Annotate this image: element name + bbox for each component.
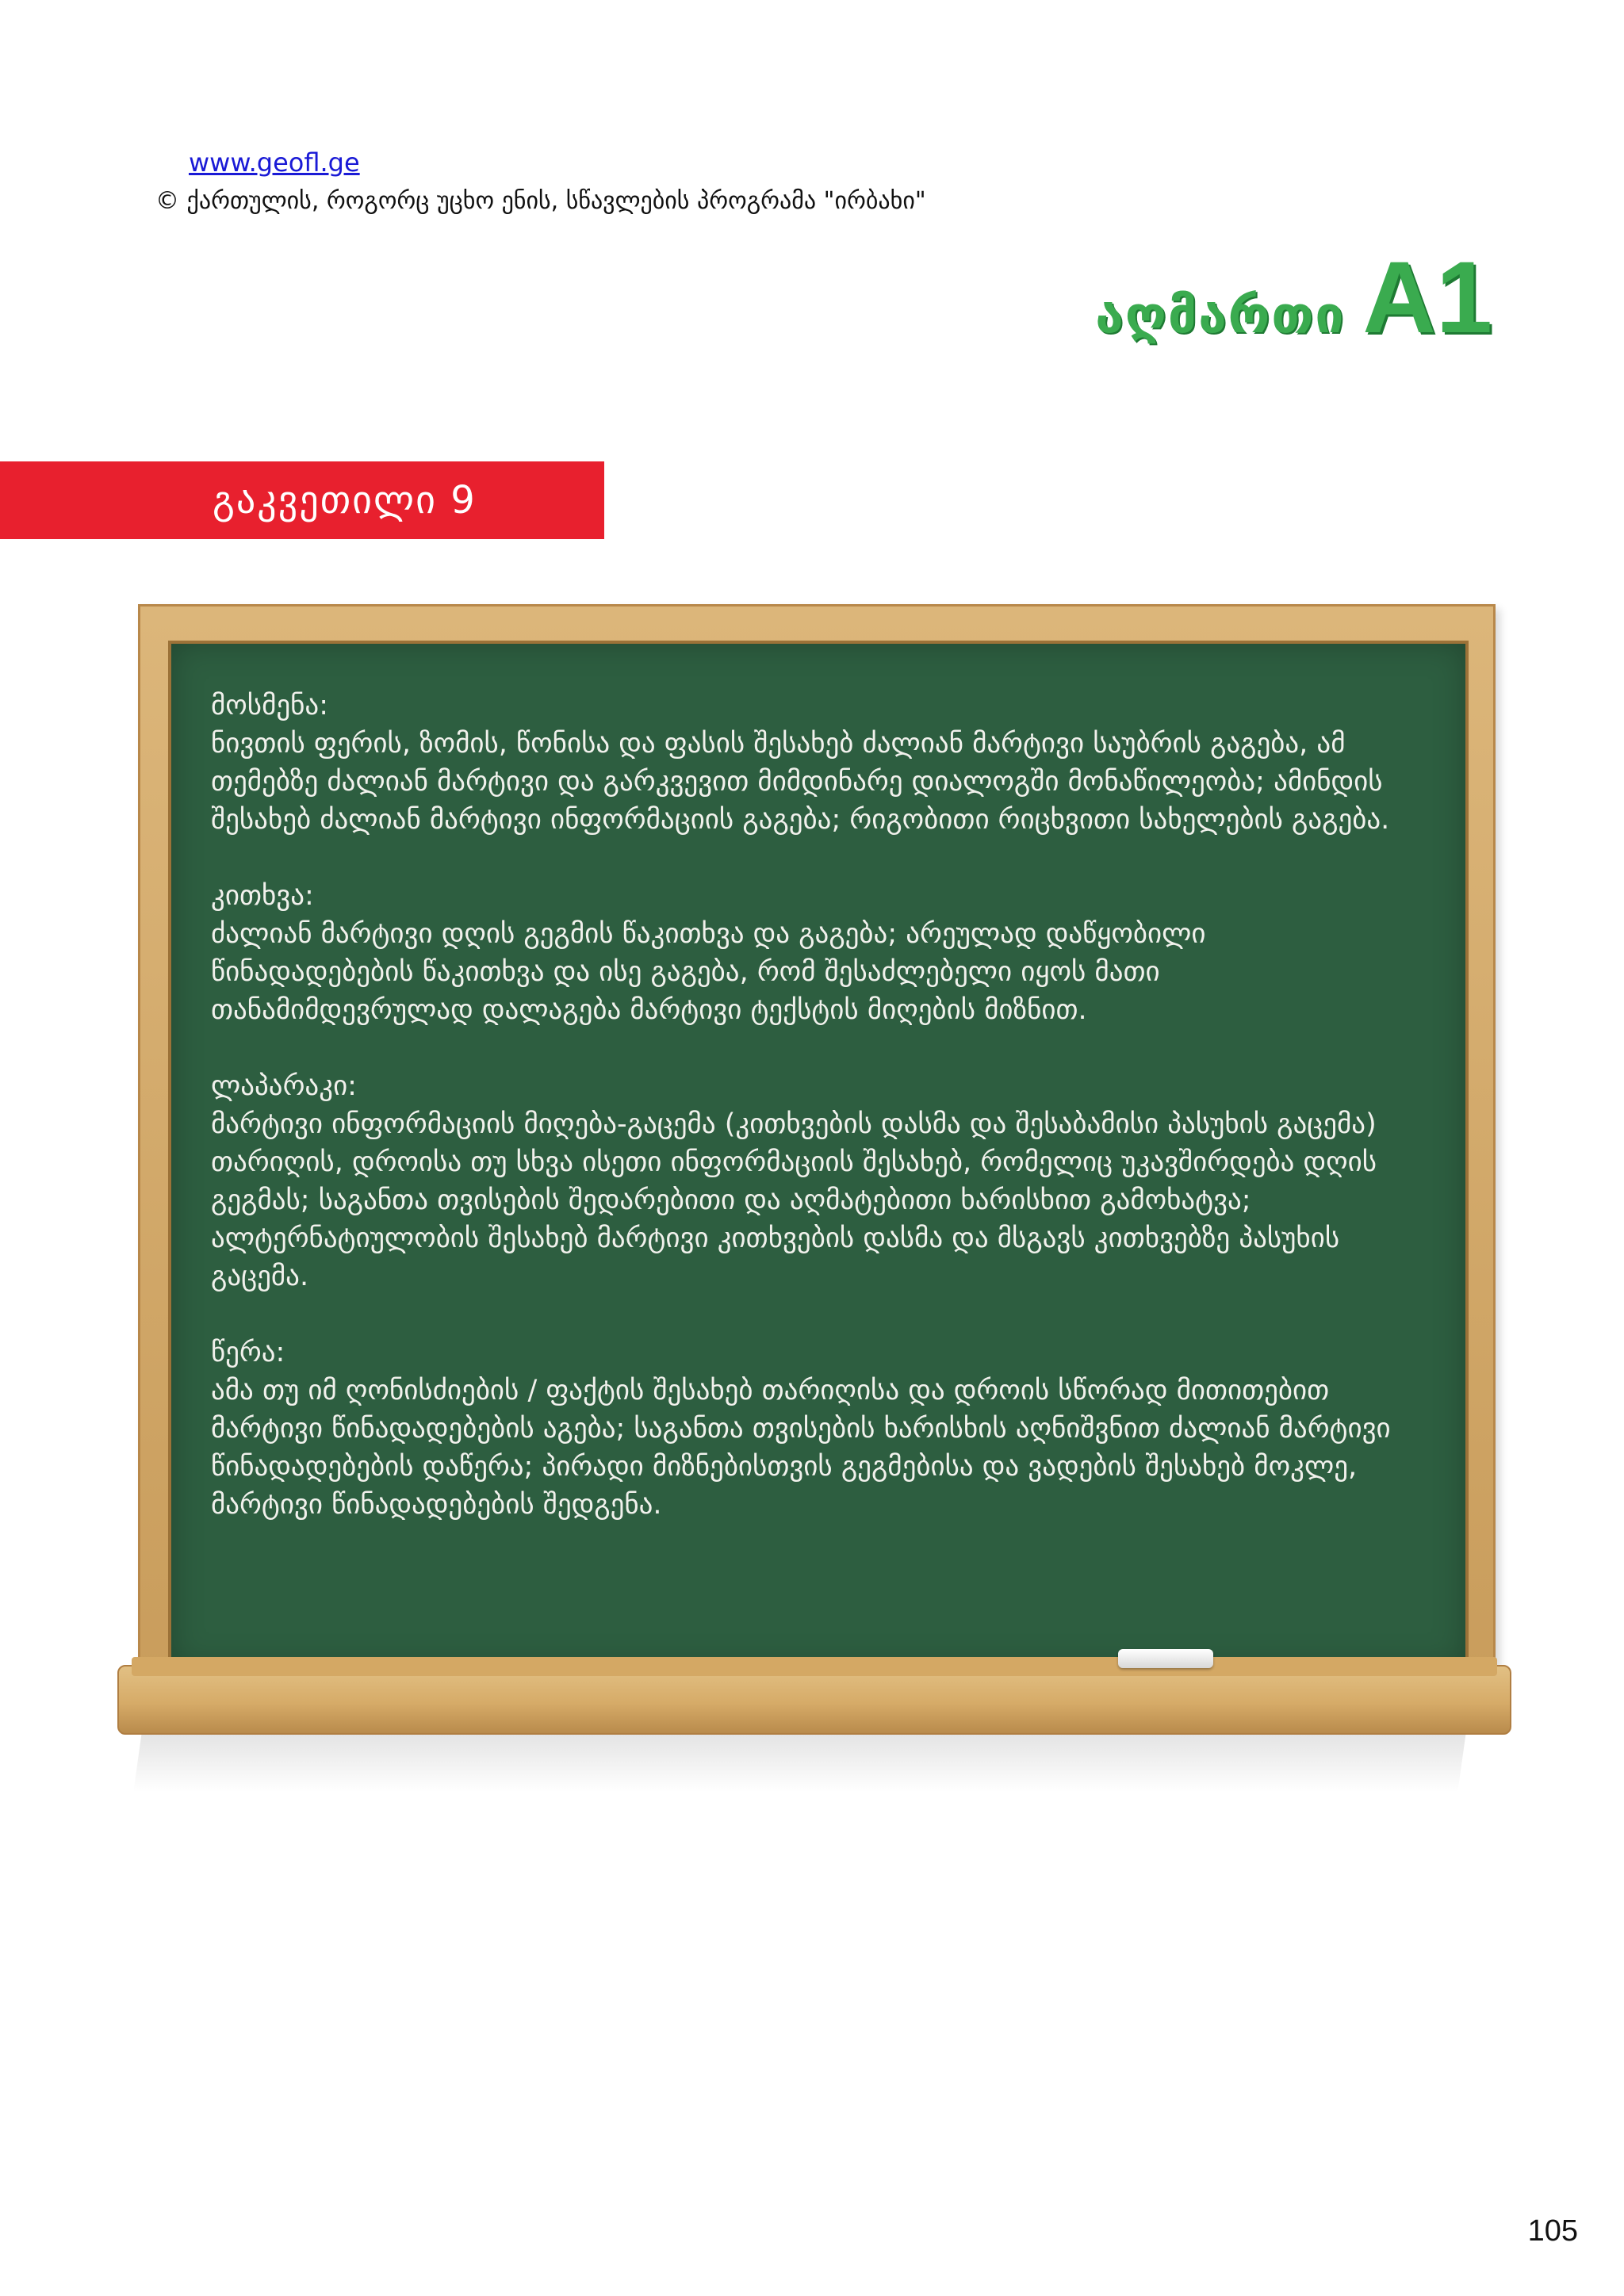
section-heading: წერა: bbox=[211, 1337, 285, 1368]
page-number: 105 bbox=[1527, 2214, 1578, 2248]
section-body: ნივთის ფერის, ზომის, წონისა და ფასის შესახებ ძალიან მარტივი საუბრის გაგება, ამ თემებზე ძალიან მარტივი და გარკვევით მიმდინარე დიალოგში მონაწილეობა; ამინდის შესახებ ძალიან მარტივი ინფორმაციის გაგება; რიგობითი რიცხვითი სახელების გაგება. bbox=[211, 728, 1390, 836]
chalkboard-tray-top bbox=[132, 1657, 1497, 1676]
level-title bbox=[1095, 241, 1492, 354]
section-body: მარტივი ინფორმაციის მიღება-გაცემა (კითხვების დასმა და შესაბამისი პასუხის გაცემა) თარიღის, დროისა თუ სხვა ისეთი ინფორმაციის შესახებ, რომელიც უკავშირდება დღის გეგმას; საგანთა თვისების შედარებითი და აღმატებითი ხარისხით გამოხატვა; ალტერნატიულობის შესახებ მარტივი კითხვების დასმა და მსგავს კითხვებზე პასუხის გაცემა. bbox=[211, 1108, 1377, 1292]
level-code: A1 bbox=[1362, 241, 1492, 354]
lesson-banner bbox=[0, 461, 604, 539]
section-speaking bbox=[211, 1067, 1416, 1295]
lesson-label: გაკვეთილი 9 bbox=[213, 478, 477, 522]
section-body: ამა თუ იმ ღონისძიების / ფაქტის შესახებ თარიღისა და დროის სწორად მითითებით მარტივი წინადადებების აგება; საგანთა თვისების ხარისხის აღნიშვნით ძალიან მარტივი წინადადებების დაწერა; პირადი მიზნებისთვის გეგმებისა და ვადების შესახებ მოკლე, მარტივი წინადადებების შედგენა. bbox=[211, 1375, 1391, 1521]
chalk-piece bbox=[1118, 1649, 1213, 1668]
section-reading bbox=[211, 877, 1416, 1029]
section-heading: ლაპარაკი: bbox=[211, 1070, 357, 1102]
site-link[interactable]: www.geofl.ge bbox=[189, 147, 360, 178]
section-heading: მოსმენა: bbox=[211, 690, 328, 721]
section-body: ძალიან მარტივი დღის გეგმის წაკითხვა და გაგება; არეულად დაწყობილი წინადადებების წაკითხვა და ისე გაგება, რომ შესაძლებელი იყოს მათი თანამიმდევრულად დალაგება მარტივი ტექსტის მიღების მიზნით. bbox=[211, 918, 1206, 1026]
chalkboard-text bbox=[211, 687, 1416, 1562]
section-heading: კითხვა: bbox=[211, 880, 314, 912]
level-name: აღმართი bbox=[1095, 286, 1346, 345]
copyright-line: © ქართულის, როგორც უცხო ენის, სწავლების პროგრამა "ირბახი" bbox=[155, 187, 926, 215]
section-writing bbox=[211, 1334, 1416, 1524]
section-listening bbox=[211, 687, 1416, 839]
